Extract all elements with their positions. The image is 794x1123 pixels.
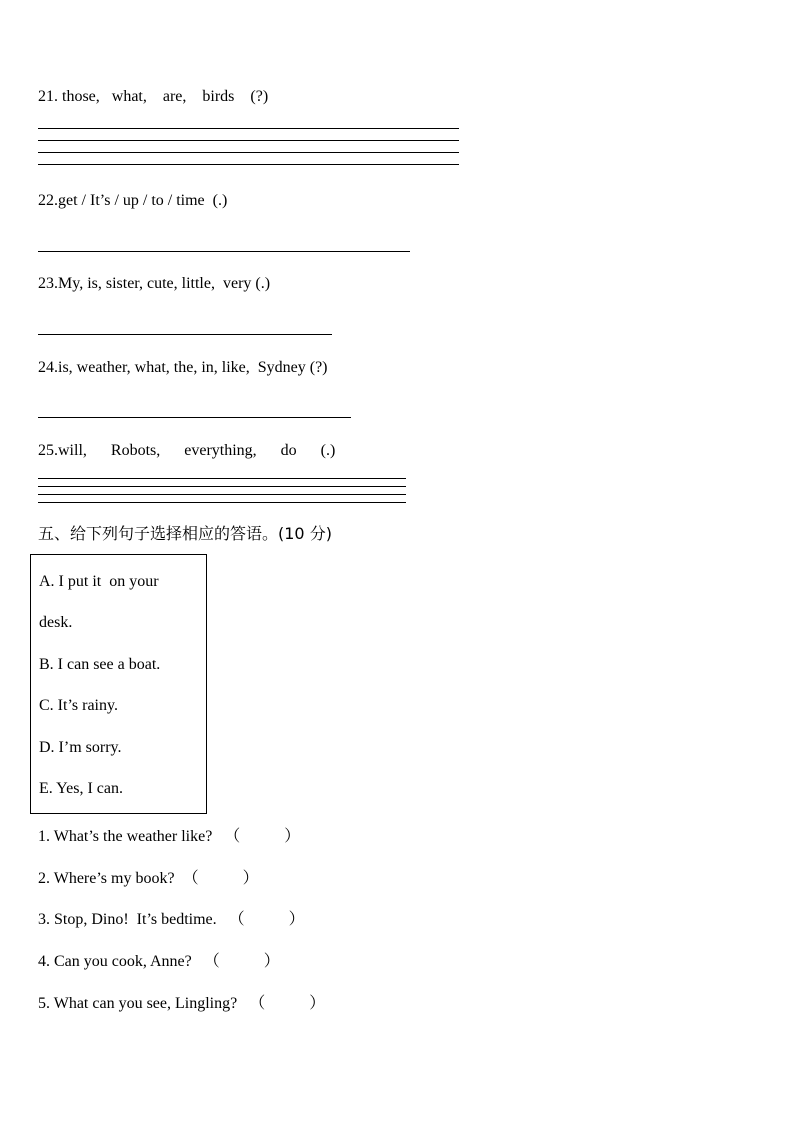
answer-line[interactable]: [38, 164, 459, 165]
section-5-title: 五、给下列句子选择相应的答语。(10 分): [38, 524, 332, 543]
answer-line[interactable]: [38, 417, 351, 418]
match-question-1: 1. What’s the weather like? （ ）: [38, 828, 301, 845]
options-box: [30, 554, 207, 814]
option-c: C. It’s rainy.: [39, 697, 118, 714]
answer-line[interactable]: [38, 334, 332, 335]
answer-line[interactable]: [38, 502, 406, 503]
match-question-2: 2. Where’s my book? （ ）: [38, 870, 259, 887]
question-24: 24.is, weather, what, the, in, like, Sydney (?): [38, 359, 328, 376]
question-25: 25.will, Robots, everything, do (.): [38, 442, 336, 459]
question-23: 23.My, is, sister, cute, little, very (.): [38, 275, 271, 292]
match-question-5: 5. What can you see, Lingling? （ ）: [38, 995, 326, 1012]
answer-line[interactable]: [38, 486, 406, 487]
answer-line[interactable]: [38, 251, 410, 252]
option-a: A. I put it on your: [39, 573, 159, 590]
option-e: E. Yes, I can.: [39, 780, 123, 797]
answer-line[interactable]: [38, 128, 459, 129]
answer-line[interactable]: [38, 152, 459, 153]
answer-line[interactable]: [38, 494, 406, 495]
match-question-4: 4. Can you cook, Anne? （ ）: [38, 953, 280, 970]
question-21: 21. those, what, are, birds (?): [38, 88, 269, 105]
match-question-3: 3. Stop, Dino! It’s bedtime. （ ）: [38, 911, 305, 928]
answer-line[interactable]: [38, 140, 459, 141]
answer-line[interactable]: [38, 478, 406, 479]
question-22: 22.get / It’s / up / to / time (.): [38, 192, 228, 209]
option-a-continued: desk.: [39, 614, 73, 631]
option-b: B. I can see a boat.: [39, 656, 161, 673]
option-d: D. I’m sorry.: [39, 739, 122, 756]
